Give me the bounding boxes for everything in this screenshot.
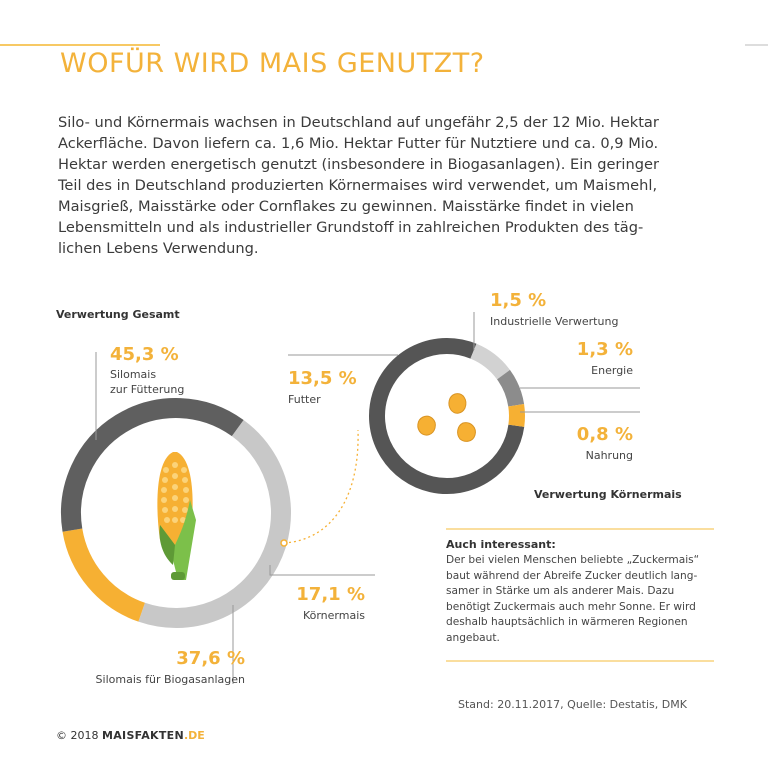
value-biogas: 37,6 %	[176, 648, 245, 669]
intro-line: Hektar werden energetisch genutzt (insbesondere in Biogasanlagen). Ein geringer	[58, 156, 659, 173]
corn-cob-icon	[157, 452, 196, 580]
value-energie: 1,3 %	[576, 339, 633, 360]
slice-energie	[503, 375, 516, 406]
value-silomais-fuetterung: 45,3 %	[110, 344, 179, 365]
intro-line: Teil des in Deutschland produzierten Körnermaises wird verwendet, um Maismehl,	[58, 177, 658, 194]
label-biogas	[40, 648, 245, 687]
brand-tld: .DE	[184, 729, 205, 742]
value-futter: 13,5 %	[288, 368, 357, 389]
intro-line: lichen Lebens Verwendung.	[58, 240, 259, 257]
slice-nahrung	[516, 405, 517, 426]
text-koernermais: Körnermais	[302, 609, 365, 622]
label-koernermais	[270, 584, 365, 623]
source-note: Stand: 20.11.2017, Quelle: Destatis, DMK	[458, 698, 687, 711]
label-energie	[560, 339, 633, 378]
fact-title: Auch interessant:	[446, 538, 556, 551]
slice-körnermais	[72, 530, 141, 612]
text-energie: Energie	[591, 364, 633, 377]
chart-title-gesamt: Verwertung Gesamt	[56, 308, 180, 321]
fact-line: angebaut.	[446, 631, 500, 644]
text-industrie: Industrielle Verwertung	[490, 315, 619, 328]
fact-line: benötigt Zuckermais auch mehr Sonne. Er wird	[446, 600, 696, 613]
label-industrie	[490, 290, 618, 329]
fact-line: baut während der Abreife Zucker deutlich lang-	[446, 569, 698, 582]
fact-line: Der bei vielen Menschen beliebte „Zuckermais“	[446, 554, 700, 566]
leader-koernermais	[270, 565, 375, 575]
intro-line: Lebensmitteln und als industrieller Grundstoff in zahlreichen Produkten des täg-	[58, 219, 644, 236]
fact-line: deshalb hauptsächlich in wärmeren Regionen	[446, 616, 688, 629]
text-silomais-fuetterung-1: Silomais	[110, 368, 157, 381]
fact-body	[446, 553, 714, 647]
page-title: WOFÜR WIRD MAIS GENUTZT?	[60, 48, 485, 79]
text-nahrung: Nahrung	[585, 449, 633, 462]
footer	[56, 729, 205, 742]
value-koernermais: 17,1 %	[296, 584, 365, 605]
intro-line: Maisgrieß, Maisstärke oder Cornflakes zu gewinnen. Maisstärke findet in vielen	[58, 198, 634, 215]
label-nahrung	[560, 424, 633, 463]
text-biogas: Silomais für Biogasanlagen	[95, 673, 245, 686]
fact-box	[446, 538, 714, 647]
corn-kernels-icon	[418, 394, 476, 442]
text-silomais-fuetterung-2: zur Fütterung	[110, 383, 185, 396]
value-industrie: 1,5 %	[490, 290, 547, 311]
intro-line: Silo- und Körnermais wachsen in Deutschland auf ungefähr 2,5 der 12 Mio. Hektar	[58, 114, 659, 131]
intro-line: Ackerfläche. Davon liefern ca. 1,6 Mio. Hektar Futter für Nutztiere und ca. 0,9 Mio.	[58, 135, 659, 152]
label-futter	[288, 368, 357, 407]
copyright: © 2018	[56, 729, 99, 742]
value-nahrung: 0,8 %	[576, 424, 633, 445]
text-futter: Futter	[288, 393, 321, 406]
fact-line: samer in Stärke um als anderer Mais. Dazu	[446, 585, 675, 598]
chart-title-koernermais: Verwertung Körnermais	[534, 488, 682, 501]
slice-industrielle-verwertung	[473, 351, 503, 374]
donut-verwertung-koernermais	[377, 346, 517, 486]
chart-connector-dotted	[284, 430, 358, 543]
label-silomais-fuetterung	[110, 344, 184, 397]
brand-logo: MAISFAKTEN	[102, 729, 184, 742]
connector-dot	[281, 540, 287, 546]
